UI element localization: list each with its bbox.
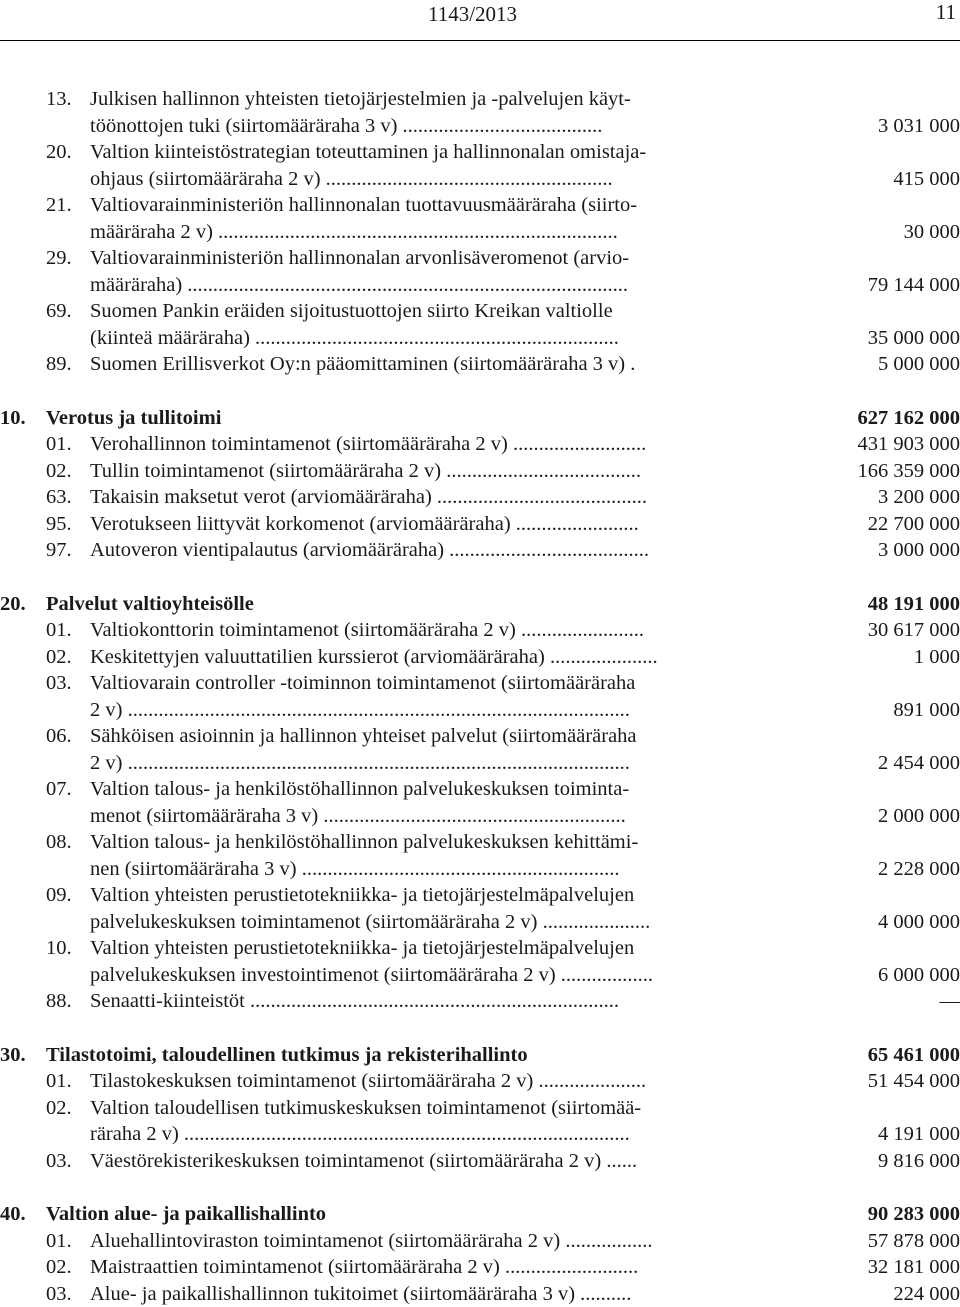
item-description: menot (siirtomääräraha 3 v) ...........................................................	[90, 803, 626, 830]
item-description: Valtion talous- ja henkilöstöhallinnon palvelukeskuksen toiminta-	[90, 776, 629, 803]
item-amount: 224 000	[893, 1281, 960, 1307]
budget-line	[0, 298, 960, 325]
item-description: Valtion alue- ja paikallishallinto	[46, 1201, 326, 1228]
budget-line	[0, 750, 960, 777]
budget-line	[0, 86, 960, 113]
budget-line	[0, 909, 960, 936]
item-amount: 166 359 000	[858, 458, 960, 485]
item-amount: 4 000 000	[878, 909, 960, 936]
item-description: töönottojen tuki (siirtomääräraha 3 v) .......................................	[90, 113, 602, 140]
budget-line	[0, 644, 960, 671]
budget-line	[0, 723, 960, 750]
budget-line	[0, 484, 960, 511]
item-description: Maistraattien toimintamenot (siirtomääräraha 2 v) ..........................	[90, 1254, 638, 1281]
item-description: Valtion kiinteistöstrategian toteuttaminen ja hallinnonalan omistaja-	[90, 139, 646, 166]
budget-line	[0, 803, 960, 830]
item-description: palvelukeskuksen investointimenot (siirtomääräraha 2 v) ..................	[90, 962, 653, 989]
item-description: Väestörekisterikeskuksen toimintamenot (siirtomääräraha 2 v) ......	[90, 1148, 637, 1175]
item-amount: 4 191 000	[878, 1121, 960, 1148]
item-description: Suomen Erillisverkot Oy:n pääomittaminen (siirtomääräraha 3 v) .	[90, 351, 635, 378]
budget-line	[0, 511, 960, 538]
budget-line	[0, 988, 960, 1015]
budget-line	[0, 1148, 960, 1175]
budget-line	[0, 113, 960, 140]
item-amount: 627 162 000	[858, 405, 960, 432]
item-description: Valtion taloudellisen tutkimuskeskuksen toimintamenot (siirtomää-	[90, 1095, 641, 1122]
item-number: 03.	[46, 1281, 72, 1307]
item-amount: 2 228 000	[878, 856, 960, 883]
item-description: 2 v) ..................................................................................................	[90, 697, 630, 724]
item-description: Senaatti-kiinteistöt ........................................................................	[90, 988, 619, 1015]
item-amount: 2 000 000	[878, 803, 960, 830]
item-amount: 3 200 000	[878, 484, 960, 511]
item-amount: 32 181 000	[868, 1254, 960, 1281]
section-spacer	[0, 1015, 960, 1042]
item-amount: 3 000 000	[878, 537, 960, 564]
item-description: Valtiovarain controller -toiminnon toimintamenot (siirtomääräraha	[90, 670, 635, 697]
item-number: 06.	[46, 723, 72, 750]
item-number: 95.	[46, 511, 72, 538]
item-description: Autoveron vientipalautus (arviomääräraha) .......................................	[90, 537, 649, 564]
item-description: Sähköisen asioinnin ja hallinnon yhteiset palvelut (siirtomääräraha	[90, 723, 637, 750]
item-description: Valtiovarainministeriön hallinnonalan arvonlisäveromenot (arvio-	[90, 245, 629, 272]
budget-line	[0, 458, 960, 485]
item-description: räraha 2 v) .......................................................................................	[90, 1121, 630, 1148]
budget-line	[0, 882, 960, 909]
budget-line	[0, 1068, 960, 1095]
item-description: 2 v) ..................................................................................................	[90, 750, 630, 777]
item-number: 01.	[46, 617, 72, 644]
item-description: Takaisin maksetut verot (arviomääräraha) .........................................	[90, 484, 647, 511]
item-description: Tilastotoimi, taloudellinen tutkimus ja rekisterihallinto	[46, 1042, 528, 1069]
budget-line	[0, 962, 960, 989]
item-amount: 22 700 000	[868, 511, 960, 538]
item-number: 29.	[46, 245, 72, 272]
item-amount: 51 454 000	[868, 1068, 960, 1095]
section-heading	[0, 405, 960, 432]
item-amount: 57 878 000	[868, 1228, 960, 1255]
item-amount: 891 000	[893, 697, 960, 724]
item-description: palvelukeskuksen toimintamenot (siirtomääräraha 2 v) .....................	[90, 909, 650, 936]
item-number: 03.	[46, 670, 72, 697]
document-id: 1143/2013	[428, 2, 517, 27]
item-amount: 65 461 000	[868, 1042, 960, 1069]
item-description: määräraha) ......................................................................................	[90, 272, 628, 299]
item-number: 09.	[46, 882, 72, 909]
item-amount: 431 903 000	[858, 431, 960, 458]
item-number: 69.	[46, 298, 72, 325]
budget-line	[0, 617, 960, 644]
item-description: Verotukseen liittyvät korkomenot (arviomääräraha) ........................	[90, 511, 639, 538]
item-number: 03.	[46, 1148, 72, 1175]
item-number: 02.	[46, 1254, 72, 1281]
item-description: nen (siirtomääräraha 3 v) ..............................................................	[90, 856, 620, 883]
item-amount: 5 000 000	[878, 351, 960, 378]
budget-line	[0, 537, 960, 564]
item-description: Valtiokonttorin toimintamenot (siirtomääräraha 2 v) ........................	[90, 617, 644, 644]
budget-table	[0, 86, 960, 1307]
item-description: Valtion talous- ja henkilöstöhallinnon palvelukeskuksen kehittämi-	[90, 829, 638, 856]
item-number: 20.	[0, 591, 26, 618]
item-number: 97.	[46, 537, 72, 564]
item-number: 10.	[46, 935, 72, 962]
item-number: 01.	[46, 1068, 72, 1095]
budget-line	[0, 166, 960, 193]
item-description: Aluehallintoviraston toimintamenot (siirtomääräraha 2 v) .................	[90, 1228, 652, 1255]
budget-line	[0, 776, 960, 803]
item-amount: 9 816 000	[878, 1148, 960, 1175]
item-description: Tullin toimintamenot (siirtomääräraha 2 v) ......................................	[90, 458, 641, 485]
item-amount: 30 000	[904, 219, 960, 246]
item-description: määräraha 2 v) ..............................................................................	[90, 219, 618, 246]
section-heading	[0, 1042, 960, 1069]
item-description: Julkisen hallinnon yhteisten tietojärjestelmien ja -palvelujen käyt-	[90, 86, 631, 113]
item-description: Suomen Pankin eräiden sijoitustuottojen siirto Kreikan valtiolle	[90, 298, 613, 325]
budget-line	[0, 1121, 960, 1148]
budget-line	[0, 856, 960, 883]
budget-line	[0, 431, 960, 458]
budget-line	[0, 325, 960, 352]
page-header	[0, 0, 960, 40]
item-description: ohjaus (siirtomääräraha 2 v) ........................................................	[90, 166, 613, 193]
item-number: 01.	[46, 431, 72, 458]
item-number: 89.	[46, 351, 72, 378]
item-amount: 35 000 000	[868, 325, 960, 352]
item-number: 10.	[0, 405, 26, 432]
item-number: 21.	[46, 192, 72, 219]
section-heading	[0, 1201, 960, 1228]
item-amount: 90 283 000	[868, 1201, 960, 1228]
item-description: Valtion yhteisten perustietotekniikka- ja tietojärjestelmäpalvelujen	[90, 882, 634, 909]
item-number: 08.	[46, 829, 72, 856]
budget-line	[0, 245, 960, 272]
page-number: 11	[936, 0, 956, 25]
budget-line	[0, 1281, 960, 1307]
budget-line	[0, 351, 960, 378]
item-amount: 79 144 000	[868, 272, 960, 299]
section-heading	[0, 591, 960, 618]
item-number: 88.	[46, 988, 72, 1015]
item-number: 01.	[46, 1228, 72, 1255]
item-amount: 2 454 000	[878, 750, 960, 777]
item-description: Alue- ja paikallishallinnon tukitoimet (siirtomääräraha 3 v) ..........	[90, 1281, 631, 1307]
budget-line	[0, 670, 960, 697]
item-number: 02.	[46, 1095, 72, 1122]
budget-line	[0, 697, 960, 724]
item-number: 40.	[0, 1201, 26, 1228]
budget-line	[0, 829, 960, 856]
section-spacer	[0, 1174, 960, 1201]
item-description: (kiinteä määräraha) .......................................................................	[90, 325, 619, 352]
item-number: 07.	[46, 776, 72, 803]
budget-line	[0, 219, 960, 246]
budget-line	[0, 1228, 960, 1255]
item-description: Tilastokeskuksen toimintamenot (siirtomääräraha 2 v) .....................	[90, 1068, 646, 1095]
item-amount: 6 000 000	[878, 962, 960, 989]
item-number: 30.	[0, 1042, 26, 1069]
budget-line	[0, 935, 960, 962]
item-number: 63.	[46, 484, 72, 511]
item-description: Verotus ja tullitoimi	[46, 405, 221, 432]
section-spacer	[0, 378, 960, 405]
item-amount: 1 000	[914, 644, 960, 671]
item-amount: 415 000	[893, 166, 960, 193]
item-number: 02.	[46, 458, 72, 485]
budget-line	[0, 192, 960, 219]
item-amount: 30 617 000	[868, 617, 960, 644]
item-description: Valtion yhteisten perustietotekniikka- ja tietojärjestelmäpalvelujen	[90, 935, 634, 962]
budget-line	[0, 1254, 960, 1281]
item-number: 20.	[46, 139, 72, 166]
item-description: Valtiovarainministeriön hallinnonalan tuottavuusmääräraha (siirto-	[90, 192, 637, 219]
header-rule	[0, 40, 960, 41]
budget-line	[0, 139, 960, 166]
budget-line	[0, 1095, 960, 1122]
item-description: Keskitettyjen valuuttatilien kurssierot (arviomääräraha) .....................	[90, 644, 658, 671]
budget-line	[0, 272, 960, 299]
item-number: 02.	[46, 644, 72, 671]
section-spacer	[0, 564, 960, 591]
item-description: Verohallinnon toimintamenot (siirtomääräraha 2 v) ..........................	[90, 431, 646, 458]
item-number: 13.	[46, 86, 72, 113]
item-amount: 48 191 000	[868, 591, 960, 618]
item-description: Palvelut valtioyhteisölle	[46, 591, 254, 618]
item-amount: 3 031 000	[878, 113, 960, 140]
item-amount: —	[940, 988, 960, 1015]
